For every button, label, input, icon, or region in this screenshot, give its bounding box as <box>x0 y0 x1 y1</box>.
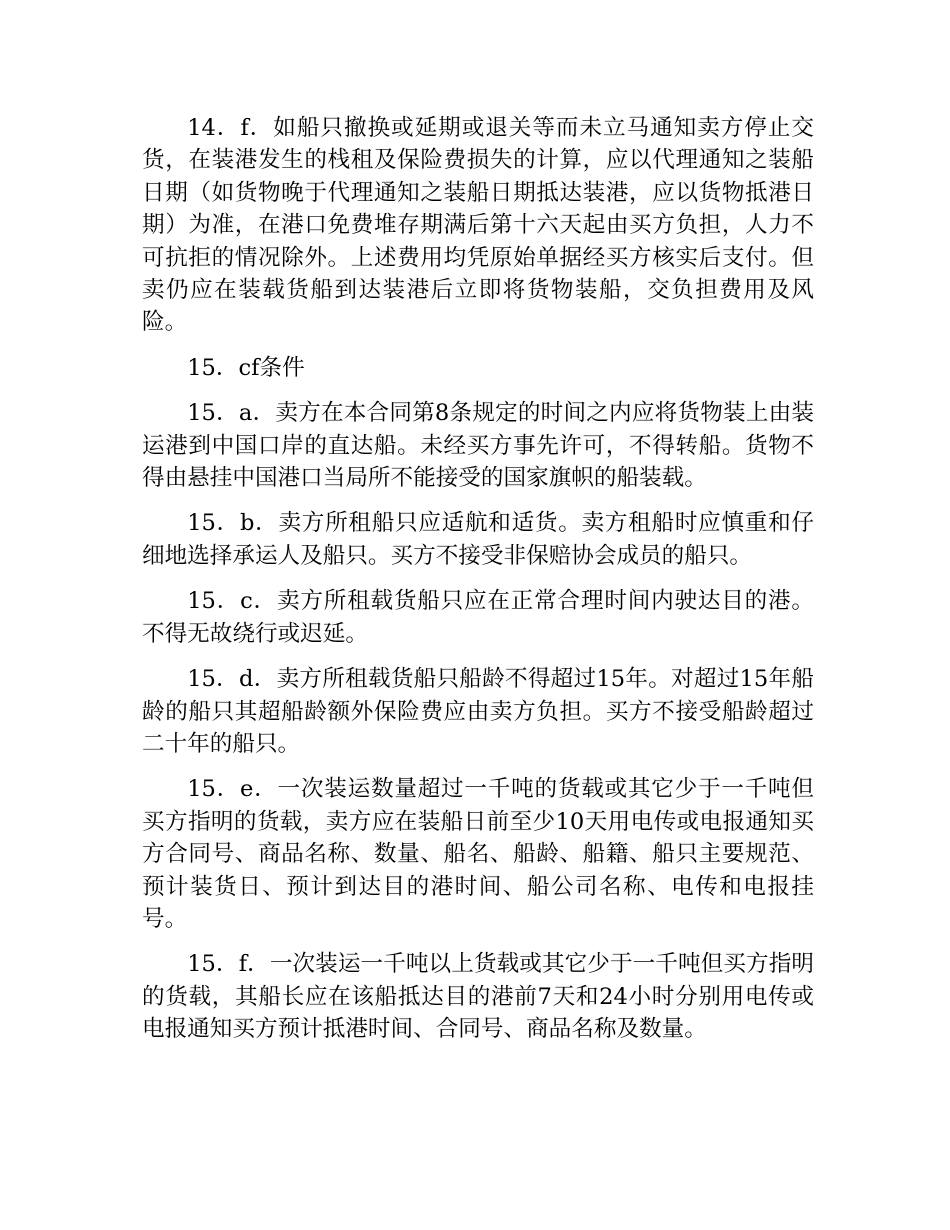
clause-14f-paragraph: 14．f．如船只撤换或延期或退关等而未立马通知卖方停止交货，在装港发生的栈租及保险费损失的计算，应以代理通知之装船日期（如货物晚于代理通知之装船日期抵达装港，应以货物抵港日期）为准，在港口免费堆存期满后第十六天起由买方负担，人力不可抗拒的情况除外。上述费用均凭原始单据经买方核实后支付。但卖仍应在装载货船到达装港后立即将货物装船，交负担费用及风险。 <box>142 115 814 336</box>
document-page <box>142 112 814 1059</box>
clause-15b-paragraph: 15．b．卖方所租船只应适航和适货。卖方租船时应慎重和仔细地选择承运人及船只。买方不接受非保赔协会成员的船只。 <box>142 510 814 569</box>
clause-15-heading: 15．cf条件 <box>187 354 305 381</box>
clause-15e-paragraph: 15．e．一次装运数量超过一千吨的货载或其它少于一千吨但买方指明的货载，卖方应在装船日前至少10天用电传或电报通知买方合同号、商品名称、数量、船名、船龄、船籍、船只主要规范、预计装货日、预计到达目的港时间、船公司名称、电传和电报挂号。 <box>142 776 814 932</box>
clause-15c-paragraph: 15．c．卖方所租载货船只应在正常合理时间内驶达目的港。不得无故绕行或迟延。 <box>142 588 814 647</box>
clause-15f-paragraph: 15．f．一次装运一千吨以上货载或其它少于一千吨但买方指明的货载，其船长应在该船抵达目的港前7天和24小时分别用电传或电报通知买方预计抵港时间、合同号、商品名称及数量。 <box>142 951 814 1043</box>
clause-15d-paragraph: 15．d．卖方所租载货船只船龄不得超过15年。对超过15年船龄的船只其超船龄额外保险费应由卖方负担。买方不接受船龄超过二十年的船只。 <box>142 666 814 757</box>
clause-15a-paragraph: 15．a．卖方在本合同第8条规定的时间之内应将货物装上由装运港到中国口岸的直达船。未经买方事先许可，不得转船。货物不得由悬挂中国港口当局所不能接受的国家旗帜的船装载。 <box>142 400 814 492</box>
